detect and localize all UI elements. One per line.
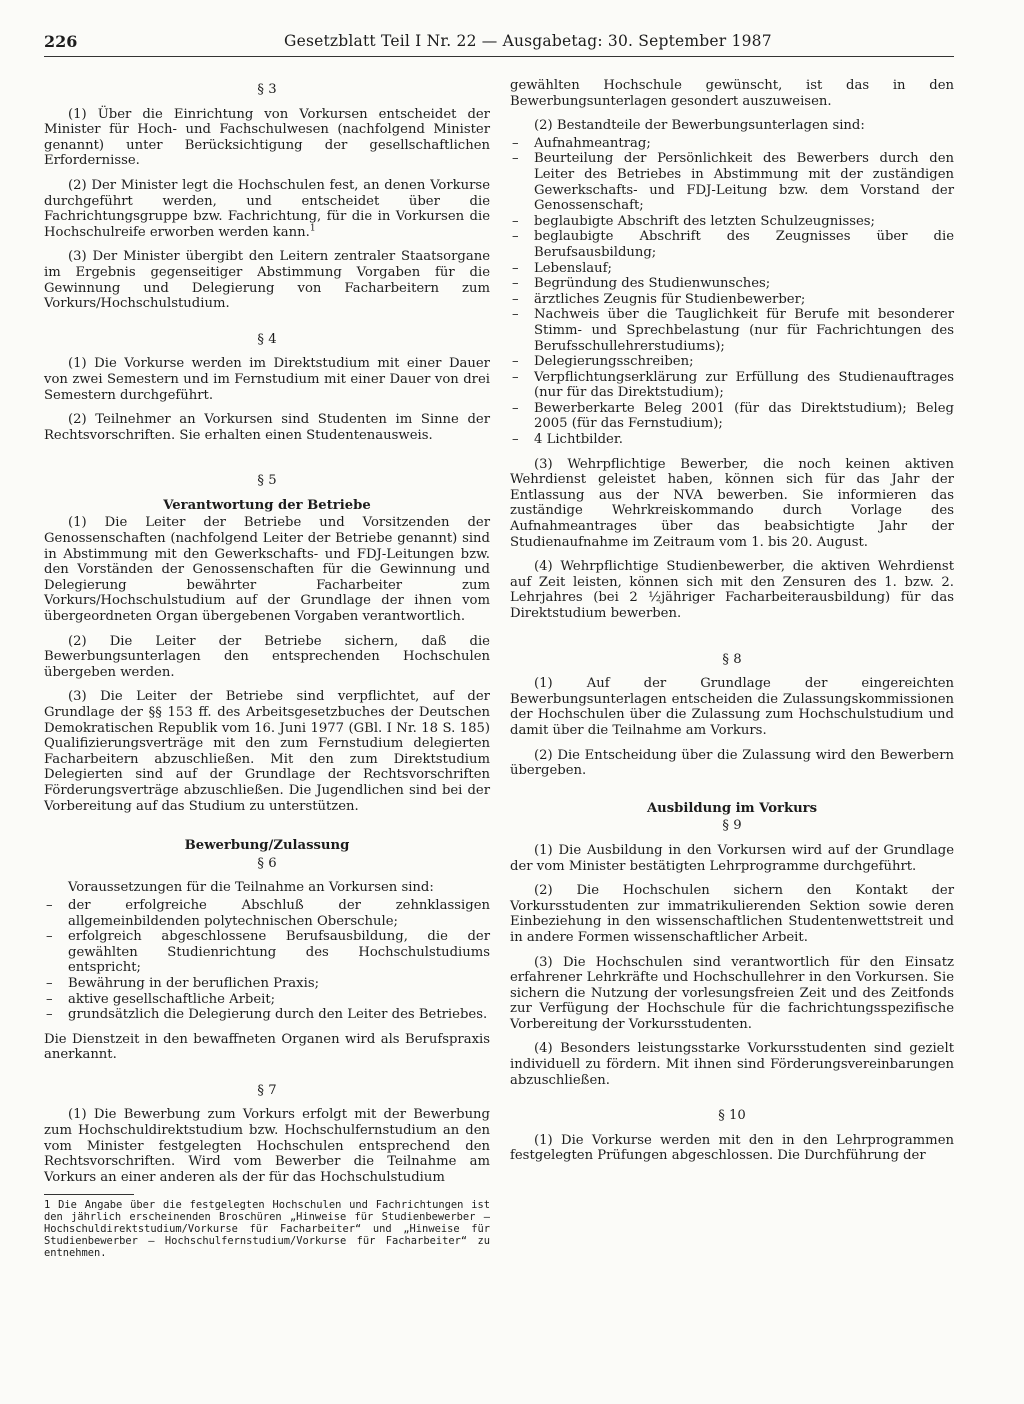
s7-continuation: gewählten Hochschule gewünscht, ist das in den Bewerbungsunterlagen gesondert auszuweisen. bbox=[510, 78, 954, 109]
s3-paragraph-2 bbox=[44, 178, 490, 240]
s8-paragraph-1: (1) Auf der Grundlage der eingereichten Bewerbungsunterlagen entscheiden die Zulassungskommissionen der Hochschulen über die Zulassung zum Hochschulstudium und damit über die Teilnahme am Vorkurs. bbox=[510, 676, 954, 738]
page-header bbox=[44, 30, 954, 57]
s9-paragraph-4: (4) Besonders leistungsstarke Vorkursstudenten sind gezielt individuell zu fördern. Mit ihnen sind Förderungsvereinbarungen abzuschließen. bbox=[510, 1041, 954, 1088]
s4-paragraph-1: (1) Die Vorkurse werden im Direktstudium mit einer Dauer von zwei Semestern und im Fernstudium mit einer Dauer von drei Semestern durchgeführt. bbox=[44, 356, 490, 403]
list-item: – Verpflichtungserklärung zur Erfüllung des Studienauftrages (nur für das Direktstudium); bbox=[510, 370, 954, 401]
section-3-label: § 3 bbox=[257, 82, 277, 97]
list-item: – Bewerberkarte Beleg 2001 (für das Direktstudium); Beleg 2005 (für das Fernstudium); bbox=[510, 401, 954, 432]
s5-heading: Verantwortung der Betriebe bbox=[163, 497, 371, 513]
page-number: 226 bbox=[44, 32, 78, 51]
footnote: 1 Die Angabe über die festgelegten Hochschulen und Fachrichtungen ist den jährlich erscheinenden Broschüren „Hinweise für Studienbewerber — Hochschuldirektstudium/Vorkurse für Facharbeiter“ und „Hinweise für Studienbewerber — Hochschulfernstudium/Vorkurse für Facharbeiter“ zu entnehmen. bbox=[44, 1199, 490, 1260]
list-item: – Aufnahmeantrag; bbox=[510, 136, 954, 152]
left-column bbox=[44, 74, 490, 1259]
s8-paragraph-2: (2) Die Entscheidung über die Zulassung wird den Bewerbern übergeben. bbox=[510, 747, 954, 779]
section-7-label: § 7 bbox=[257, 1082, 277, 1098]
s5-paragraph-1: (1) Die Leiter der Betriebe und Vorsitzenden der Genossenschaften (nachfolgend Leiter der Betriebe genannt) sind in Abstimmung mit den Gewerkschafts- und FDJ-Leitungen bzw. den Vorständen der Genossenschaften für die Gewinnung und Delegierung bewährter Facharbeiter zum Vorkurs/Hochschulstudium auf der Grundlage der ihnen vom übergeordneten Organ übergebenen Vorgaben verantwortlich. bbox=[44, 515, 490, 625]
list-item: – beglaubigte Abschrift des letzten Schulzeugnisses; bbox=[510, 214, 954, 230]
section-4-label: § 4 bbox=[257, 331, 277, 347]
right-column bbox=[510, 78, 954, 1173]
footnote-mark: 1 bbox=[309, 223, 316, 234]
s3-paragraph-1: (1) Über die Einrichtung von Vorkursen entscheidet der Minister für Hoch- und Fachschulwesen (nachfolgend Minister genannt) unter Berücksichtigung der gesellschaftlichen Erfordernisse. bbox=[44, 106, 490, 169]
list-item: – grundsätzlich die Delegierung durch den Leiter des Betriebes. bbox=[44, 1007, 490, 1023]
list-item: – aktive gesellschaftliche Arbeit; bbox=[44, 992, 490, 1008]
s3-paragraph-3: (3) Der Minister übergibt den Leitern zentraler Staatsorgane im Ergebnis gegenseitiger Abstimmung Vorgaben für die Gewinnung und Delegierung von Facharbeitern zum Vorkurs/Hochschulstudium. bbox=[44, 249, 490, 312]
section-6-label: § 6 bbox=[257, 855, 277, 871]
list-item: – beglaubigte Abschrift des Zeugnisses über die Berufsausbildung; bbox=[510, 229, 954, 260]
list-item: – Nachweis über die Tauglichkeit für Berufe mit besonderer Stimm- und Sprechbelastung (nur für Fachrichtungen des Berufsschullehrerstudiums); bbox=[510, 307, 954, 354]
s6-outro: Die Dienstzeit in den bewaffneten Organen wird als Berufspraxis anerkannt. bbox=[44, 1031, 490, 1063]
s4-paragraph-2: (2) Teilnehmer an Vorkursen sind Studenten im Sinne der Rechtsvorschriften. Sie erhalten einen Studentenausweis. bbox=[44, 412, 490, 443]
list-item: – Beurteilung der Persönlichkeit des Bewerbers durch den Leiter des Betriebes in Abstimmung mit der zuständigen Gewerkschafts- und FDJ-Leitung bzw. dem Vorstand der Genossenschaft; bbox=[510, 151, 954, 213]
s6-intro: Voraussetzungen für die Teilnahme an Vorkursen sind: bbox=[68, 880, 434, 896]
application-documents-list bbox=[510, 136, 954, 448]
s5-paragraph-3: (3) Die Leiter der Betriebe sind verpflichtet, auf der Grundlage der §§ 153 ff. des Arbeitsgesetzbuches der Deutschen Demokratischen Republik vom 16. Juni 1977 (GBl. I Nr. 18 S. 185) Qualifizierungsverträge mit den zum Fernstudium delegierten Facharbeitern abzuschließen. Mit den zum Direktstudium Delegierten sind auf der Grundlage der Rechtsvorschriften Förderungsverträge abzuschließen. Die Jugendlichen sind bei der Vorbereitung auf das Studium zu unterstützen. bbox=[44, 689, 490, 814]
section-5-label: § 5 bbox=[257, 473, 277, 489]
list-item: – Lebenslauf; bbox=[510, 261, 954, 277]
list-item: – 4 Lichtbilder. bbox=[510, 432, 954, 448]
list-item: – der erfolgreiche Abschluß der zehnklassigen allgemeinbildenden polytechnischen Oberschule; bbox=[44, 898, 490, 929]
section-8-label: § 8 bbox=[722, 651, 742, 667]
s9-paragraph-1: (1) Die Ausbildung in den Vorkursen wird auf der Grundlage der vom Minister bestätigten Lehrprogramme durchgeführt. bbox=[510, 842, 954, 874]
s5-paragraph-2: (2) Die Leiter der Betriebe sichern, daß die Bewerbungsunterlagen den entsprechenden Hochschulen übergeben werden. bbox=[44, 633, 490, 680]
s9-heading: Ausbildung im Vorkurs bbox=[646, 800, 818, 816]
section-9-label: § 9 bbox=[722, 818, 742, 834]
list-item: – Delegierungsschreiben; bbox=[510, 354, 954, 370]
s9-paragraph-3: (3) Die Hochschulen sind verantwortlich für den Einsatz erfahrener Lehrkräfte und Hochschullehrer in den Vorkursen. Sie sichern die Nutzung der vorlesungsfreien Zeit und des Zeitfonds zur Verfügung der Hochschule für die fachrichtungsspezifische Vorbereitung der Vorkursstudenten. bbox=[510, 954, 954, 1032]
s10-paragraph-1: (1) Die Vorkurse werden mit den in den Lehrprogrammen festgelegten Prüfungen abgeschlossen. Die Durchführung der bbox=[510, 1132, 954, 1164]
gazette-title: Gesetzblatt Teil I Nr. 22 — Ausgabetag: 30. September 1987 bbox=[284, 32, 772, 50]
s3-paragraph-2-text: (2) Der Minister legt die Hochschulen fest, an denen Vorkurse durchgeführt werden, und entscheidet über die Fachrichtungsgruppe bzw. Fachrichtung, für die in Vorkursen die Hochschulreife erworben werden kann. bbox=[44, 177, 490, 240]
s9-paragraph-2: (2) Die Hochschulen sichern den Kontakt der Vorkursstudenten zur immatrikulierenden Sektion sowie deren Einbeziehung in den wissenschaftlichen Studentenwettstreit und in andere Formen wissenschaftlicher Arbeit. bbox=[510, 883, 954, 945]
s6-heading: Bewerbung/Zulassung bbox=[184, 838, 350, 854]
s7-paragraph-3: (3) Wehrpflichtige Bewerber, die noch keinen aktiven Wehrdienst geleistet haben, können sich für das Jahr der Entlassung aus der NVA bewerben. Sie informieren das zuständige Wehrkreiskommando durch Vorlage des Aufnahmeantrages über das beabsichtigte Jahr der Studienaufnahme im Zeitraum vom 1. bis 20. August. bbox=[510, 456, 954, 550]
list-item: – ärztliches Zeugnis für Studienbewerber; bbox=[510, 292, 954, 308]
list-item: – erfolgreich abgeschlossene Berufsausbildung, die der gewählten Studienrichtung des Hochschulstudiums entspricht; bbox=[44, 929, 490, 976]
section-10-label: § 10 bbox=[718, 1108, 746, 1124]
list-item: – Bewährung in der beruflichen Praxis; bbox=[44, 976, 490, 992]
list-item: – Begründung des Studienwunsches; bbox=[510, 276, 954, 292]
s7-paragraph-4: (4) Wehrpflichtige Studienbewerber, die aktiven Wehrdienst auf Zeit leisten, können sich mit den Zensuren des 1. bzw. 2. Lehrjahres (bei 2 ½jähriger Facharbeiterausbildung) für das Direktstudium bewerben. bbox=[510, 559, 954, 621]
s7-paragraph-1: (1) Die Bewerbung zum Vorkurs erfolgt mit der Bewerbung zum Hochschuldirektstudium bzw. Hochschulfernstudium an den vom Minister festgelegten Hochschulen entsprechend den Rechtsvorschriften. Wird vom Bewerber die Teilnahme am Vorkurs an einer anderen als der für das Hochschulstudium bbox=[44, 1107, 490, 1185]
footnote-divider bbox=[44, 1194, 134, 1195]
s7-paragraph-2-intro: (2) Bestandteile der Bewerbungsunterlagen sind: bbox=[534, 118, 865, 134]
s6-requirements-list bbox=[44, 898, 490, 1023]
